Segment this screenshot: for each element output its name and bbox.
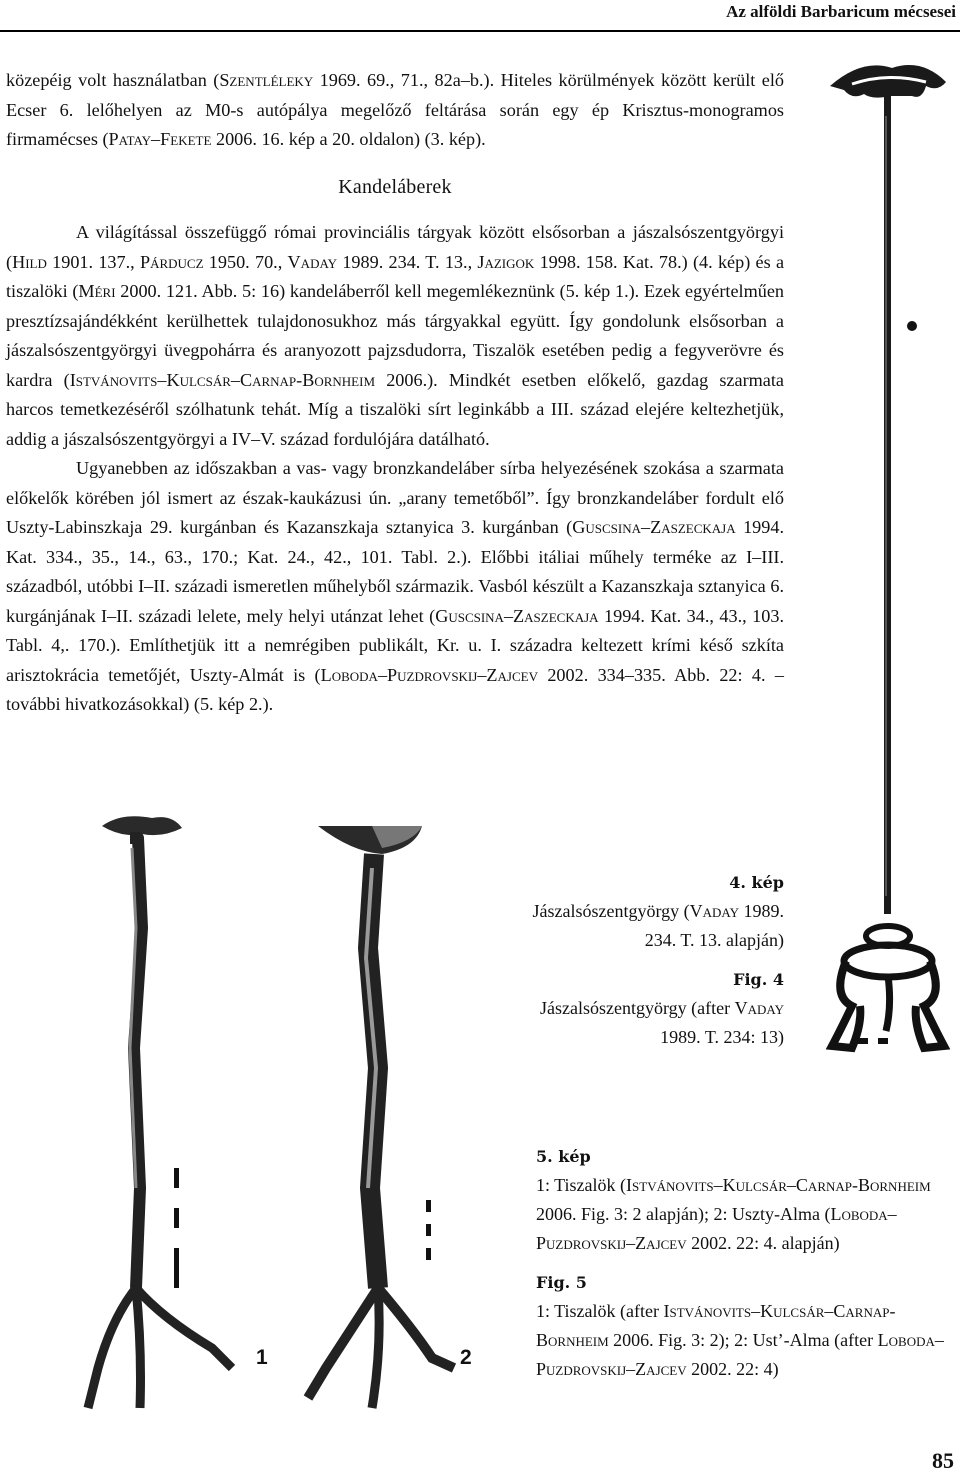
paragraph-kandelaber-2: Ugyanebben az időszakban a vas- vagy bronzkandeláber sírba helyezésének szokása a szarmata előkelők körében jól ismert az észak-kaukázusi ún. „arany temetőből”. Így bronzkandeláber fordult elő Uszty-Labinszkaja 29. kurgánban és Kazanszkaja sztanyica 3. kurgánban (Guscsina–Zaszeckaja 1994. Kat. 334., 35., 14., 63., 170.; Kat. 24., 42., 101. Tabl. 2.). Előbbi itáliai műhely terméke az I–III. századból, utóbbi I–II. századi ismeretlen műhelyből származik. Vasból készült a Kazanszkaja sztanyica 6. kurgánjának I–II. századi lelete, mely helyi utánzat lehet (Guscsina–Zaszeckaja 1994. Kat. 34., 43., 103. Tabl. 4,. 170.). Említhetjük itt a nemrégiben publikált, Kr. u. I. századra keltezett krími késő szkíta arisztokrácia temetőjét, Uszty-Almát is (Loboda–Puzdrovskij–Zajcev 2002. 334–335. Abb. 22: 4. – további hivatkozásokkal) (5. kép 2.).: [6, 458, 784, 714]
paragraph-kandelaber-1: A világítással összefüggő római provinciális tárgyak között elsősorban a jászalsószentgyörgyi (Hild 1901. 137., Párducz 1950. 70., Vaday 1989. 234. T. 13., Jazigok 1998. 158. Kat. 78.) (4. kép) és a tiszalöki (Méri 2000. 121. Abb. 5: 16) kandeláberről kell megemlékeznünk (5. kép 1.). Ezek egyértelműen presztízsajándékként kerülhettek tulajdonosukhoz más tárgyakkal együtt. Így gondolunk elsősorban a jászalsószentgyörgyi üvegpohárra és aranyozott pajzsdudorra, Tiszalök esetében pedig a fegyverövre és kardra (Istvánovits–Kulcsár–Carnap-Bornheim 2006.). Mindkét esetben előkelő, gazdag szarmata harcos temetkezéséről szólhatunk tehát. Míg a tiszalöki sírt leginkább a III. század elejére keltezhetjük, addig a jászalsószentgyörgyi a IV–V. század fordulójára datálható.: [6, 222, 785, 449]
figure-4-label-hu: 4. kép: [729, 873, 784, 892]
body-text: [6, 66, 784, 720]
figure-4-caption-en: Jászalsószentgyörgy (after Vaday 1989. T. 234: 13): [540, 998, 784, 1047]
intro-paragraph: közepéig volt használatban (Szentléleky 1969. 69., 71., 82a–b.). Hiteles körülmények között került elő Ecser 6. lelőhelyen az M0-s autópálya megelőző feltárása során egy ép Krisztus-monogramos firmamécses (Patay–Fekete 2006. 16. kép a 20. oldalon) (3. kép).: [6, 70, 785, 149]
section-title: Kandeláberek: [338, 175, 452, 198]
author-name: Párducz: [139, 251, 204, 272]
figure-5-caption: [536, 1142, 956, 1384]
figure-4-caption-hu: Jászalsószentgyörgy (Vaday 1989. 234. T. 13. alapján): [532, 901, 784, 950]
figure-5-label-en: Fig. 5: [536, 1273, 587, 1292]
figure-4-label-en: Fig. 4: [733, 970, 784, 989]
author-name: Istvánovits–Kulcsár–Carnap-Bornheim: [536, 1301, 896, 1350]
figure-5-candelabra-drawing: [82, 808, 522, 1428]
author-name: Hild: [12, 251, 47, 272]
figure-5-caption-hu: 1: Tiszalök (Istvánovits–Kulcsár–Carnap-Bornheim 2006. Fig. 3: 2 alapján); 2: Uszty-Alma (Loboda–Puzdrovskij–Zajcev 2002. 22: 4. alapján): [536, 1175, 931, 1253]
header-rule: [0, 30, 960, 32]
author-name: Loboda–Puzdrovskij–Zajcev: [536, 1330, 944, 1379]
author-name: Vaday: [689, 901, 739, 921]
author-name: Patay–Fekete: [108, 129, 212, 149]
figure-4-candelabrum-drawing: [822, 56, 952, 1056]
figure-5-label-hu: 5. kép: [536, 1147, 591, 1166]
figure-5-item-1-label: 1: [256, 1346, 268, 1369]
page-number: 85: [932, 1448, 954, 1473]
author-name: Vaday: [287, 251, 338, 272]
author-name: Guscsina–Zaszeckaja: [572, 517, 736, 537]
author-name: Loboda–Puzdrovskij–Zajcev: [536, 1204, 897, 1253]
figure-4-caption: [520, 868, 784, 1052]
running-head: Az alföldi Barbaricum mécsesei: [726, 2, 956, 21]
author-name: Szentléleky: [219, 70, 314, 90]
author-name: Jazigok: [477, 251, 535, 272]
author-name: Istvánovits–Kulcsár–Carnap-Bornheim: [626, 1175, 931, 1195]
author-name: Vaday: [734, 998, 784, 1018]
figure-5-caption-en: 1: Tiszalök (after Istvánovits–Kulcsár–Carnap-Bornheim 2006. Fig. 3: 2); 2: Ust’-Alma (after Loboda–Puzdrovskij–Zajcev 2002. 22: 4): [536, 1301, 944, 1379]
author-name: Méri: [78, 281, 116, 301]
author-name: Guscsina–Zaszeckaja: [435, 605, 599, 626]
figure-5-item-2-label: 2: [460, 1346, 472, 1369]
author-name: Istvánovits–Kulcsár–Carnap-Bornheim: [69, 369, 376, 390]
author-name: Loboda–Puzdrovskij–Zajcev: [320, 664, 538, 685]
